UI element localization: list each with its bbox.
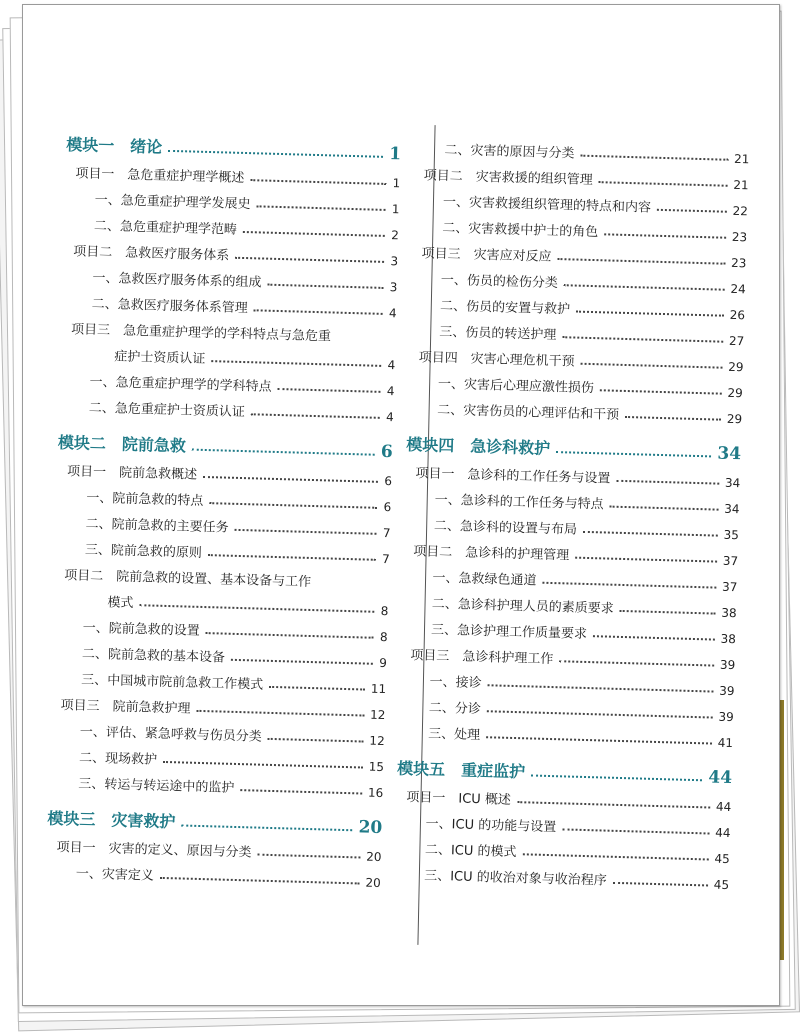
page-number: 23 <box>731 229 748 245</box>
dot-leader <box>542 582 716 589</box>
dot-leader <box>206 632 374 639</box>
dot-leader <box>168 150 383 158</box>
page-number: 34 <box>724 501 740 517</box>
toc-entry-title: 一、接诊 <box>429 674 482 692</box>
page-number: 23 <box>730 255 747 271</box>
page-number: 20 <box>365 875 381 891</box>
dot-leader <box>257 854 360 859</box>
dot-leader <box>562 828 709 834</box>
dot-leader <box>163 761 363 769</box>
dot-leader <box>604 233 726 238</box>
toc-entry-title: 一、灾害救援组织管理的特点和内容 <box>442 194 652 216</box>
page-number: 37 <box>722 553 739 569</box>
toc-entry-title: 项目二 灾害救援的组织管理 <box>423 168 593 188</box>
dot-leader <box>267 284 383 289</box>
dot-leader <box>209 502 377 509</box>
dot-leader <box>269 686 365 691</box>
toc-entry-title: 模块二 院前急救 <box>57 432 187 456</box>
toc-entry-title: 模块四 急诊科救护 <box>405 434 551 458</box>
toc-entry-title: 一、ICU 的功能与设置 <box>425 816 557 836</box>
toc-entry-title: 二、院前急救的基本设备 <box>81 646 226 666</box>
dot-leader <box>251 413 380 419</box>
toc-entry-title: 项目三 急诊科护理工作 <box>410 648 554 668</box>
page-number: 39 <box>719 683 735 699</box>
dot-leader <box>250 179 386 185</box>
toc-entry-title: 二、急诊科护理人员的素质要求 <box>431 596 614 617</box>
dot-leader <box>235 257 384 263</box>
toc-entry-title: 一、急危重症护理学发展史 <box>94 192 251 213</box>
page-number: 16 <box>367 785 384 801</box>
page-number: 35 <box>723 527 740 543</box>
page-number: 39 <box>718 709 734 725</box>
toc-entry-title: 项目三 院前急救护理 <box>60 698 191 717</box>
dot-leader <box>625 416 721 421</box>
page-number: 1 <box>392 176 401 191</box>
dot-leader <box>196 710 364 717</box>
toc-entry-title: 一、院前急救的特点 <box>86 490 204 509</box>
toc-entry-title: 项目三 急危重症护理学的学科特点与急危重 <box>70 322 332 345</box>
toc-left-column <box>46 117 402 890</box>
page-number: 34 <box>717 443 742 465</box>
dot-leader <box>580 155 728 161</box>
page-number: 12 <box>369 733 385 749</box>
page-number: 4 <box>388 306 397 321</box>
dot-leader <box>557 258 725 265</box>
toc-entry-title: 二、灾害伤员的心理评估和干预 <box>437 402 620 423</box>
toc-entry-title: 二、灾害救援中护士的角色 <box>442 220 599 241</box>
page-number: 29 <box>727 385 744 401</box>
page-number: 8 <box>380 603 389 619</box>
toc-entry-title: 症护士资质认证 <box>114 349 206 367</box>
page-number: 1 <box>388 144 402 165</box>
page-number: 15 <box>368 759 385 775</box>
dot-leader <box>610 506 719 511</box>
page-number: 39 <box>719 657 736 673</box>
toc-entry-title: 三、急诊护理工作质量要求 <box>430 622 588 642</box>
dot-leader <box>581 363 723 369</box>
page-number: 29 <box>728 359 744 375</box>
toc-entry-title: 一、评估、紧急呼救与伤员分类 <box>79 724 262 745</box>
toc-entry-title: 项目一 院前急救概述 <box>66 464 198 483</box>
page-number: 11 <box>370 681 387 697</box>
dot-leader <box>208 554 376 561</box>
toc-entry-title: 二、院前急救的主要任务 <box>85 516 229 536</box>
page-number: 6 <box>384 474 393 489</box>
page-number: 21 <box>733 177 749 193</box>
dot-leader <box>192 449 375 456</box>
page-number: 3 <box>389 280 398 295</box>
toc-entry-title: 三、中国城市院前急救工作模式 <box>81 672 264 693</box>
dot-leader <box>531 774 702 781</box>
toc-entry-title: 项目一 灾害的定义、原因与分类 <box>56 839 252 861</box>
toc-entry-title: 三、ICU 的收治对象与收治程序 <box>423 868 607 889</box>
page-number: 38 <box>721 605 737 621</box>
toc-entry-title: 三、处理 <box>427 726 481 744</box>
dot-leader <box>575 557 717 563</box>
page-number: 4 <box>386 384 395 399</box>
page-number: 8 <box>379 629 388 645</box>
toc-entry-title: 二、急救医疗服务体系管理 <box>91 296 248 317</box>
dot-leader <box>257 205 386 211</box>
toc-entry-title: 二、急危重症护理学范畴 <box>93 218 238 238</box>
toc-entry-title: 项目一 急诊科的工作任务与设置 <box>415 466 611 487</box>
toc-entry-title: 二、灾害的原因与分类 <box>444 142 575 162</box>
toc-entry-title: 三、伤员的转送护理 <box>439 324 557 344</box>
dot-leader <box>254 309 383 315</box>
dot-leader <box>583 531 718 537</box>
dot-leader <box>268 738 364 743</box>
page-number: 7 <box>382 525 391 541</box>
page-number: 4 <box>387 358 396 373</box>
dot-leader <box>211 360 381 367</box>
toc-entry-title: 二、伤员的安置与救护 <box>439 298 571 318</box>
dot-leader <box>562 336 723 342</box>
dot-leader <box>593 635 715 640</box>
dot-leader <box>620 610 716 615</box>
toc-entry-title: 一、急危重症护理学的学科特点 <box>89 374 272 395</box>
page-number: 6 <box>383 499 392 515</box>
dot-leader <box>599 181 728 187</box>
page-number: 1 <box>391 202 400 217</box>
dot-leader <box>657 209 727 213</box>
dot-leader <box>522 853 708 860</box>
page-number: 24 <box>730 281 746 297</box>
dot-leader <box>160 877 360 885</box>
page-number: 26 <box>729 307 746 323</box>
toc-entry-title: 一、急救绿色通道 <box>432 570 537 589</box>
page-number: 37 <box>721 579 738 595</box>
page-number: 9 <box>379 655 388 671</box>
page-number: 20 <box>358 817 383 839</box>
toc-entry-title: 二、现场救护 <box>78 750 158 768</box>
dot-leader <box>613 882 708 887</box>
page-number: 6 <box>380 441 394 463</box>
dot-leader <box>559 660 714 666</box>
toc-entry-title: 一、急救医疗服务体系的组成 <box>92 270 262 291</box>
toc-entry-title: 模块一 绪论 <box>65 134 163 157</box>
page-number: 44 <box>715 825 731 841</box>
page-number: 4 <box>385 410 394 425</box>
toc-entry-title: 项目二 院前急救的设置、基本设备与工作 <box>63 568 312 590</box>
dot-leader <box>235 529 377 535</box>
dot-leader <box>600 389 722 394</box>
page-number: 44 <box>708 767 733 789</box>
toc-entry-title: 项目四 灾害心理危机干预 <box>418 350 575 370</box>
toc-entry-title: 模块五 重症监护 <box>396 758 526 782</box>
page-number: 27 <box>728 333 745 349</box>
page-number: 20 <box>365 849 382 865</box>
toc-entry-title: 二、急诊科的设置与布局 <box>433 518 578 538</box>
page-number: 34 <box>724 475 741 491</box>
page-number: 7 <box>381 551 390 567</box>
toc-entry-title: 一、院前急救的设置 <box>82 620 200 639</box>
page-number: 12 <box>369 707 386 723</box>
toc-entry-title: 三、转运与转运途中的监护 <box>78 776 235 796</box>
dot-leader <box>231 659 373 665</box>
toc-entry-title: 项目一 ICU 概述 <box>406 790 512 808</box>
toc-page <box>22 4 780 1006</box>
toc-entry-title: 一、伤员的检伤分类 <box>440 272 559 292</box>
toc-entry-title: 项目二 急诊科的护理管理 <box>413 544 570 564</box>
page-number: 29 <box>726 411 743 427</box>
dot-leader <box>517 801 710 808</box>
toc-entry-title: 项目一 急危重症护理学概述 <box>75 166 245 186</box>
toc-entry-title: 模块三 灾害救护 <box>47 808 176 832</box>
page-number: 2 <box>390 228 400 243</box>
dot-leader <box>576 311 724 317</box>
dot-leader <box>277 388 380 393</box>
page-number: 38 <box>720 631 737 647</box>
page-number: 44 <box>715 799 732 815</box>
page-number: 22 <box>732 203 749 219</box>
toc-entry-title: 项目二 急救医疗服务体系 <box>73 244 230 264</box>
dot-leader <box>203 476 378 483</box>
toc-entry-title: 一、灾害定义 <box>75 866 155 884</box>
toc-entry-title: 一、急诊科的工作任务与特点 <box>434 492 604 513</box>
toc-entry-title: 三、院前急救的原则 <box>84 542 203 561</box>
toc-right-column <box>391 131 750 893</box>
page-number: 3 <box>390 254 399 269</box>
page-number: 41 <box>717 735 734 751</box>
dot-leader <box>240 789 362 794</box>
dot-leader <box>556 451 711 457</box>
page-number: 21 <box>733 151 750 167</box>
toc-entry-title: 二、急危重症护士资质认证 <box>88 400 246 421</box>
dot-leader <box>243 231 385 237</box>
toc-entry-title: 二、ICU 的模式 <box>424 842 517 861</box>
toc-entry-title: 一、灾害后心理应激性损伤 <box>437 376 595 397</box>
dot-leader <box>181 824 352 831</box>
toc-entry-title: 二、分诊 <box>428 700 482 718</box>
toc-entry-title: 模式 <box>107 595 134 612</box>
page-number: 45 <box>714 851 730 867</box>
dot-leader <box>564 284 725 290</box>
page-number: 45 <box>713 877 730 893</box>
dot-leader <box>616 480 719 485</box>
toc-entry-title: 项目三 灾害应对反应 <box>421 246 552 265</box>
